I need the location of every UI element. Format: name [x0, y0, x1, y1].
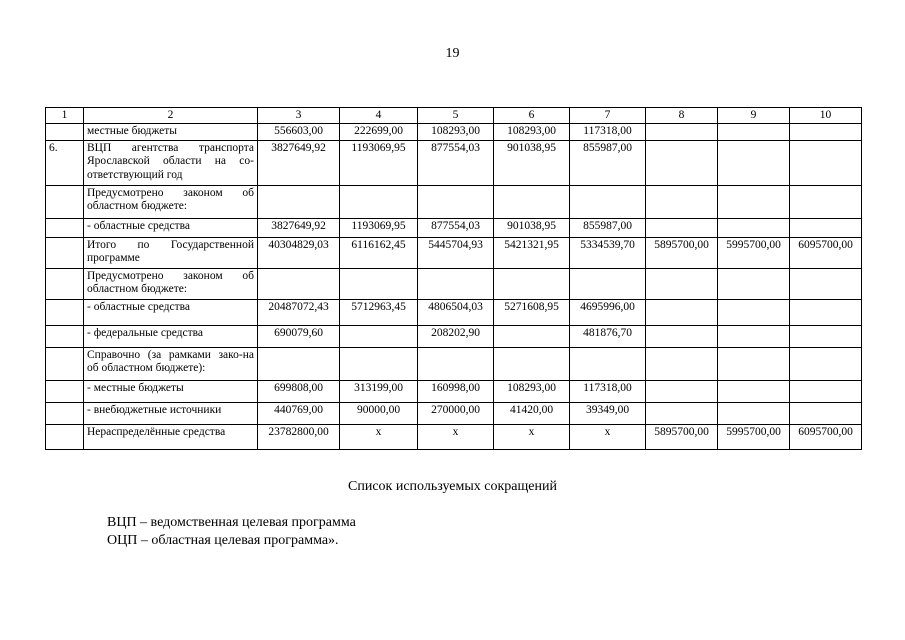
header-cell: 9	[718, 108, 790, 124]
value-cell: x	[494, 425, 570, 450]
row-number-cell: 6.	[46, 141, 84, 186]
value-cell	[646, 300, 718, 326]
value-cell	[790, 403, 862, 425]
row-number-cell	[46, 269, 84, 300]
value-cell	[790, 219, 862, 238]
value-cell	[646, 124, 718, 141]
value-cell: 90000,00	[340, 403, 418, 425]
value-cell: 270000,00	[418, 403, 494, 425]
value-cell: 5995700,00	[718, 425, 790, 450]
value-cell: 23782800,00	[258, 425, 340, 450]
table-row	[46, 219, 862, 238]
value-cell: 6095700,00	[790, 425, 862, 450]
row-number-cell	[46, 326, 84, 348]
value-cell	[340, 326, 418, 348]
value-cell: 901038,95	[494, 141, 570, 186]
value-cell: 440769,00	[258, 403, 340, 425]
value-cell: 877554,03	[418, 141, 494, 186]
row-name-cell: Предусмотрено законом об областном бюджете:	[84, 186, 258, 219]
value-cell	[570, 269, 646, 300]
value-cell	[718, 141, 790, 186]
value-cell: 855987,00	[570, 141, 646, 186]
value-cell: 6095700,00	[790, 238, 862, 269]
value-cell	[418, 269, 494, 300]
row-name-cell: - местные бюджеты	[84, 381, 258, 403]
row-number-cell	[46, 300, 84, 326]
row-name-cell: Итого по Государственной программе	[84, 238, 258, 269]
row-number-cell	[46, 403, 84, 425]
abbreviation-item: ОЦП – областная целевая программа».	[107, 533, 339, 548]
value-cell	[790, 269, 862, 300]
table-row	[46, 238, 862, 269]
header-cell: 8	[646, 108, 718, 124]
value-cell	[790, 141, 862, 186]
value-cell: 108293,00	[494, 381, 570, 403]
page-number: 19	[445, 46, 460, 61]
value-cell	[790, 326, 862, 348]
value-cell: 1193069,95	[340, 141, 418, 186]
value-cell: 108293,00	[418, 124, 494, 141]
row-name-cell: - федеральные средства	[84, 326, 258, 348]
row-name-cell: ВЦП агентства транспорта Ярославской области на со-ответствующий год	[84, 141, 258, 186]
value-cell: 108293,00	[494, 124, 570, 141]
value-cell	[646, 186, 718, 219]
value-cell: 6116162,45	[340, 238, 418, 269]
value-cell	[718, 348, 790, 381]
value-cell: 699808,00	[258, 381, 340, 403]
value-cell: 5421321,95	[494, 238, 570, 269]
header-cell: 6	[494, 108, 570, 124]
table-row	[46, 141, 862, 186]
row-number-cell	[46, 219, 84, 238]
value-cell	[646, 269, 718, 300]
value-cell: 117318,00	[570, 381, 646, 403]
value-cell: 877554,03	[418, 219, 494, 238]
value-cell: 5995700,00	[718, 238, 790, 269]
value-cell: 901038,95	[494, 219, 570, 238]
value-cell: 1193069,95	[340, 219, 418, 238]
row-name-cell: Нераспределённые средства	[84, 425, 258, 450]
value-cell	[718, 269, 790, 300]
value-cell	[790, 348, 862, 381]
value-cell: 481876,70	[570, 326, 646, 348]
value-cell: 40304829,03	[258, 238, 340, 269]
value-cell	[340, 348, 418, 381]
header-cell: 10	[790, 108, 862, 124]
value-cell	[646, 326, 718, 348]
value-cell	[646, 141, 718, 186]
value-cell: 556603,00	[258, 124, 340, 141]
value-cell	[790, 124, 862, 141]
value-cell	[718, 300, 790, 326]
row-name-cell: местные бюджеты	[84, 124, 258, 141]
value-cell: 3827649,92	[258, 219, 340, 238]
table-row	[46, 403, 862, 425]
abbreviations-list	[107, 514, 356, 550]
table-header-row	[46, 108, 862, 124]
value-cell: 5445704,93	[418, 238, 494, 269]
value-cell: 39349,00	[570, 403, 646, 425]
value-cell	[790, 186, 862, 219]
table-row	[46, 326, 862, 348]
row-number-cell	[46, 425, 84, 450]
table-row	[46, 124, 862, 141]
header-cell: 3	[258, 108, 340, 124]
value-cell: x	[570, 425, 646, 450]
value-cell	[718, 326, 790, 348]
value-cell: 5895700,00	[646, 238, 718, 269]
value-cell	[258, 186, 340, 219]
row-number-cell	[46, 186, 84, 219]
value-cell	[258, 348, 340, 381]
value-cell: 5712963,45	[340, 300, 418, 326]
value-cell	[570, 186, 646, 219]
value-cell: 5271608,95	[494, 300, 570, 326]
value-cell	[790, 381, 862, 403]
value-cell	[790, 300, 862, 326]
value-cell: 4695996,00	[570, 300, 646, 326]
value-cell	[646, 219, 718, 238]
value-cell: 117318,00	[570, 124, 646, 141]
value-cell	[494, 269, 570, 300]
row-name-cell: - областные средства	[84, 300, 258, 326]
value-cell: 3827649,92	[258, 141, 340, 186]
value-cell	[718, 219, 790, 238]
value-cell	[494, 348, 570, 381]
value-cell: 5334539,70	[570, 238, 646, 269]
header-cell: 7	[570, 108, 646, 124]
value-cell	[718, 186, 790, 219]
value-cell: 4806504,03	[418, 300, 494, 326]
value-cell	[646, 348, 718, 381]
value-cell	[718, 381, 790, 403]
table-row	[46, 186, 862, 219]
row-name-cell: - внебюджетные источники	[84, 403, 258, 425]
value-cell	[646, 403, 718, 425]
value-cell	[418, 348, 494, 381]
value-cell	[494, 186, 570, 219]
value-cell: 313199,00	[340, 381, 418, 403]
header-cell: 4	[340, 108, 418, 124]
value-cell: 5895700,00	[646, 425, 718, 450]
value-cell	[258, 269, 340, 300]
row-number-cell	[46, 381, 84, 403]
budget-table	[45, 107, 862, 450]
row-name-cell: Предусмотрено законом об областном бюджете:	[84, 269, 258, 300]
value-cell	[718, 403, 790, 425]
value-cell: 41420,00	[494, 403, 570, 425]
value-cell: x	[340, 425, 418, 450]
value-cell: 690079,60	[258, 326, 340, 348]
value-cell	[570, 348, 646, 381]
value-cell: 222699,00	[340, 124, 418, 141]
table-row	[46, 269, 862, 300]
value-cell	[418, 186, 494, 219]
table-row	[46, 300, 862, 326]
row-name-cell: Справочно (за рамками зако-на об областном бюджете):	[84, 348, 258, 381]
row-number-cell	[46, 238, 84, 269]
row-number-cell	[46, 348, 84, 381]
table-row	[46, 381, 862, 403]
value-cell	[494, 326, 570, 348]
abbreviation-item: ВЦП – ведомственная целевая программа	[107, 515, 356, 530]
abbreviations-title: Список используемых сокращений	[348, 479, 557, 494]
value-cell: x	[418, 425, 494, 450]
table-row	[46, 425, 862, 450]
row-number-cell	[46, 124, 84, 141]
value-cell	[646, 381, 718, 403]
header-cell: 2	[84, 108, 258, 124]
value-cell: 208202,90	[418, 326, 494, 348]
header-cell: 5	[418, 108, 494, 124]
value-cell	[718, 124, 790, 141]
value-cell: 855987,00	[570, 219, 646, 238]
value-cell	[340, 269, 418, 300]
header-cell: 1	[46, 108, 84, 124]
value-cell	[340, 186, 418, 219]
value-cell: 160998,00	[418, 381, 494, 403]
value-cell: 20487072,43	[258, 300, 340, 326]
table-row	[46, 348, 862, 381]
row-name-cell: - областные средства	[84, 219, 258, 238]
